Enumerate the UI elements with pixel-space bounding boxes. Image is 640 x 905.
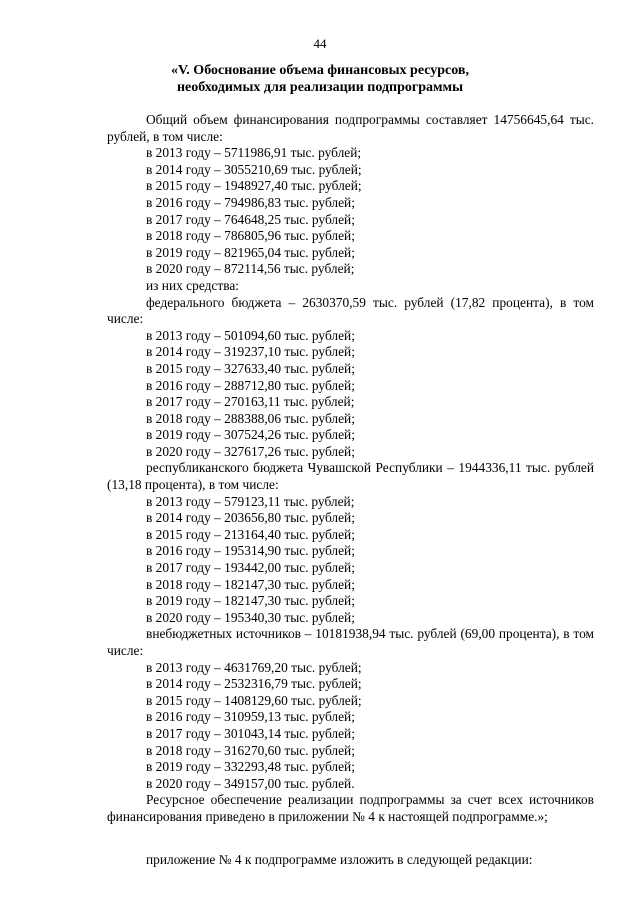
federal-year-item: в 2013 году – 501094,60 тыс. рублей; [146, 327, 355, 343]
federal-year-item: в 2018 году – 288388,06 тыс. рублей; [146, 410, 355, 426]
document-body [107, 112, 594, 868]
federal-budget-paragraph: федерального бюджета – 2630370,59 тыс. рублей (17,82 процента), в том числе: [107, 294, 594, 327]
extrabudget-year-item: в 2017 году – 301043,14 тыс. рублей; [146, 725, 355, 741]
extrabudget-year-item: в 2014 году – 2532316,79 тыс. рублей; [146, 676, 362, 692]
total-years-list [107, 145, 594, 278]
republic-year-item: в 2016 году – 195314,90 тыс. рублей; [146, 543, 355, 559]
section-heading-line-1: «V. Обоснование объема финансовых ресурсов, [171, 63, 469, 78]
resource-provision-paragraph: Ресурсное обеспечение реализации подпрограммы за счет всех источников финансирования приведено в приложении № 4 к настоящей подпрограмме.»; [107, 792, 594, 824]
federal-year-item: в 2015 году – 327633,40 тыс. рублей; [146, 360, 355, 376]
republic-year-item: в 2020 году – 195340,30 тыс. рублей; [146, 609, 355, 625]
republic-year-item: в 2019 году – 182147,30 тыс. рублей; [146, 593, 355, 609]
page-number: 44 [313, 36, 327, 51]
section-heading-line-2: необходимых для реализации подпрограммы [176, 80, 464, 95]
total-funding-paragraph: Общий объем финансирования подпрограммы составляет 14756645,64 тыс. рублей, в том числе: [107, 112, 594, 144]
total-year-item: в 2014 году – 3055210,69 тыс. рублей; [146, 161, 362, 177]
federal-year-item: в 2017 году – 270163,11 тыс. рублей; [146, 394, 355, 410]
appendix-instruction-paragraph: приложение № 4 к подпрограмме изложить в следующей редакции: [146, 851, 533, 867]
federal-year-item: в 2016 году – 288712,80 тыс. рублей; [146, 377, 355, 393]
republic-budget-paragraph: республиканского бюджета Чувашской Республики – 1944336,11 тыс. рублей (13,18 процента), в том числе: [107, 460, 594, 493]
federal-year-item: в 2020 году – 327617,26 тыс. рублей; [146, 443, 355, 459]
total-year-item: в 2018 году – 786805,96 тыс. рублей; [146, 228, 355, 244]
extrabudget-year-item: в 2019 году – 332293,48 тыс. рублей; [146, 759, 355, 775]
of-them-label: из них средства: [146, 277, 240, 293]
total-year-item: в 2015 году – 1948927,40 тыс. рублей; [146, 178, 362, 194]
federal-years-list [107, 328, 594, 461]
republic-years-list [107, 494, 594, 627]
extrabudget-year-item: в 2015 году – 1408129,60 тыс. рублей; [146, 692, 362, 708]
total-year-item: в 2019 году – 821965,04 тыс. рублей; [146, 244, 355, 260]
total-year-item: в 2020 году – 872114,56 тыс. рублей; [146, 261, 355, 277]
extrabudget-year-item: в 2018 году – 316270,60 тыс. рублей; [146, 742, 355, 758]
republic-year-item: в 2017 году – 193442,00 тыс. рублей; [146, 560, 355, 576]
total-year-item: в 2013 году – 5711986,91 тыс. рублей; [146, 145, 362, 161]
extrabudget-paragraph: внебюджетных источников – 10181938,94 тыс. рублей (69,00 процента), в том числе: [107, 626, 594, 658]
paragraph-spacer [107, 826, 594, 852]
republic-year-item: в 2014 году – 203656,80 тыс. рублей; [146, 510, 355, 526]
total-year-item: в 2016 году – 794986,83 тыс. рублей; [146, 194, 355, 210]
republic-year-item: в 2018 году – 182147,30 тыс. рублей; [146, 576, 355, 592]
republic-year-item: в 2015 году – 213164,40 тыс. рублей; [146, 526, 355, 542]
section-heading [0, 62, 640, 96]
extrabudget-year-item: в 2016 году – 310959,13 тыс. рублей; [146, 709, 355, 725]
extrabudget-year-item: в 2020 году – 349157,00 тыс. рублей. [146, 775, 355, 791]
total-year-item: в 2017 году – 764648,25 тыс. рублей; [146, 211, 355, 227]
republic-year-item: в 2013 году – 579123,11 тыс. рублей; [146, 493, 355, 509]
extrabudget-year-item: в 2013 году – 4631769,20 тыс. рублей; [146, 659, 362, 675]
federal-year-item: в 2019 году – 307524,26 тыс. рублей; [146, 427, 355, 443]
extrabudget-years-list [107, 660, 594, 793]
federal-year-item: в 2014 году – 319237,10 тыс. рублей; [146, 344, 355, 360]
